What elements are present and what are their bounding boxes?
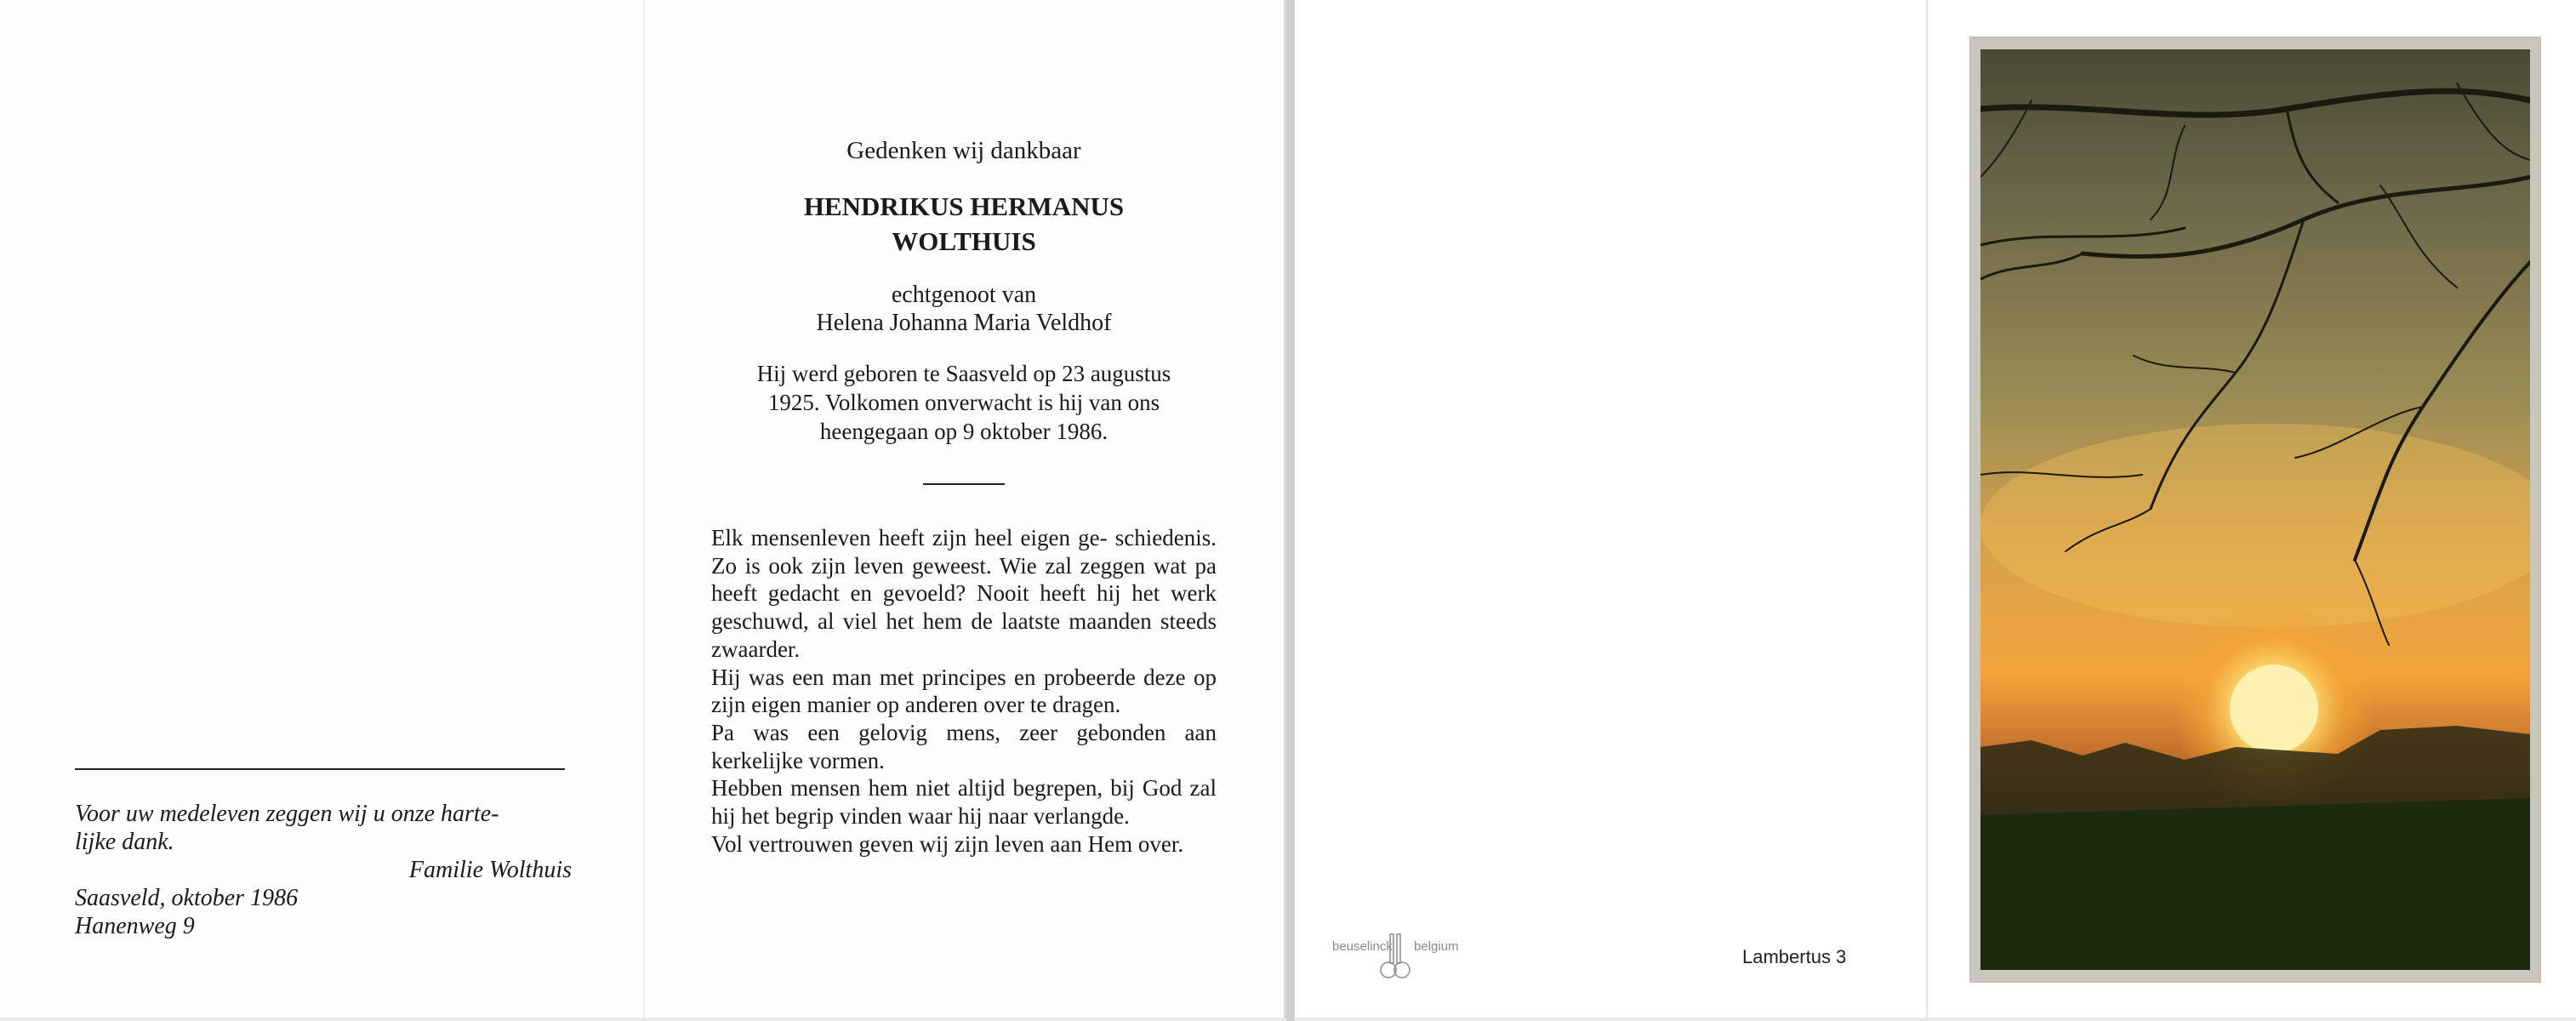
section-divider <box>923 483 1005 485</box>
inner-fold-line <box>643 0 645 1018</box>
deceased-name <box>711 189 1217 259</box>
thanks-line: Voor uw medeleven zeggen wij u onze harte- <box>75 801 499 827</box>
paragraph: Hebben mensen hem niet altijd begrepen, bij God zal hij het begrip vinden waar hij naar verlangde. <box>711 775 1217 830</box>
thanks-divider <box>75 768 565 770</box>
outer-fold-line <box>1926 0 1928 1018</box>
spouse-name: Helena Johanna Maria Veldhof <box>816 310 1112 336</box>
life-line: 1925. Volkomen onverwacht is hij van ons <box>767 390 1160 415</box>
family-signature: Familie Wolthuis <box>408 857 572 883</box>
paragraph: Pa was een gelovig mens, zeer gebonden aan kerkelijke vormen. <box>711 719 1217 773</box>
sunset-photo <box>1980 49 2530 970</box>
reflection-text <box>711 524 1217 858</box>
logo-text-left: beuselinck <box>1332 939 1393 954</box>
intro-heading: Gedenken wij dankbaar <box>846 137 1081 164</box>
life-line: heengegaan op 9 oktober 1986. <box>819 419 1108 444</box>
paragraph: Elk mensenleven heeft zijn heel eigen ge- schiedenis. Zo is ook zijn leven geweest. Wie zal zeggen wat pa heeft gedacht en gevoeld? Nooit heeft hij het werk geschuwd, al viel het hem de laatste maanden steeds zwaarder. <box>711 525 1217 662</box>
address: Hanenweg 9 <box>75 913 195 939</box>
thanks-block <box>75 800 572 940</box>
thanks-line: lijke dank. <box>75 829 174 855</box>
spouse-prefix: echtgenoot van <box>891 282 1037 308</box>
place-date: Saasveld, oktober 1986 <box>75 885 299 911</box>
paragraph: Vol vertrouwen geven wij zijn leven aan Hem over. <box>711 830 1184 857</box>
publisher-monogram-icon <box>1376 933 1414 982</box>
paragraph: Hij was een man met principes en probeerde deze op zijn eigen manier op anderen over te dragen. <box>711 664 1217 718</box>
spouse-block <box>711 281 1217 337</box>
life-dates <box>711 359 1217 446</box>
publisher-logo <box>1332 933 1460 984</box>
sunset-branches-image <box>1980 49 2530 970</box>
card-model-label: Lambertus 3 <box>1742 946 1847 967</box>
name-line: WOLTHUIS <box>892 226 1036 256</box>
logo-text-right: belgium <box>1414 939 1459 954</box>
name-line: HENDRIKUS HERMANUS <box>803 191 1125 221</box>
memorial-text <box>711 136 1217 858</box>
scan-gap <box>1286 0 1295 1021</box>
life-line: Hij werd geboren te Saasveld op 23 augustus <box>756 361 1171 386</box>
